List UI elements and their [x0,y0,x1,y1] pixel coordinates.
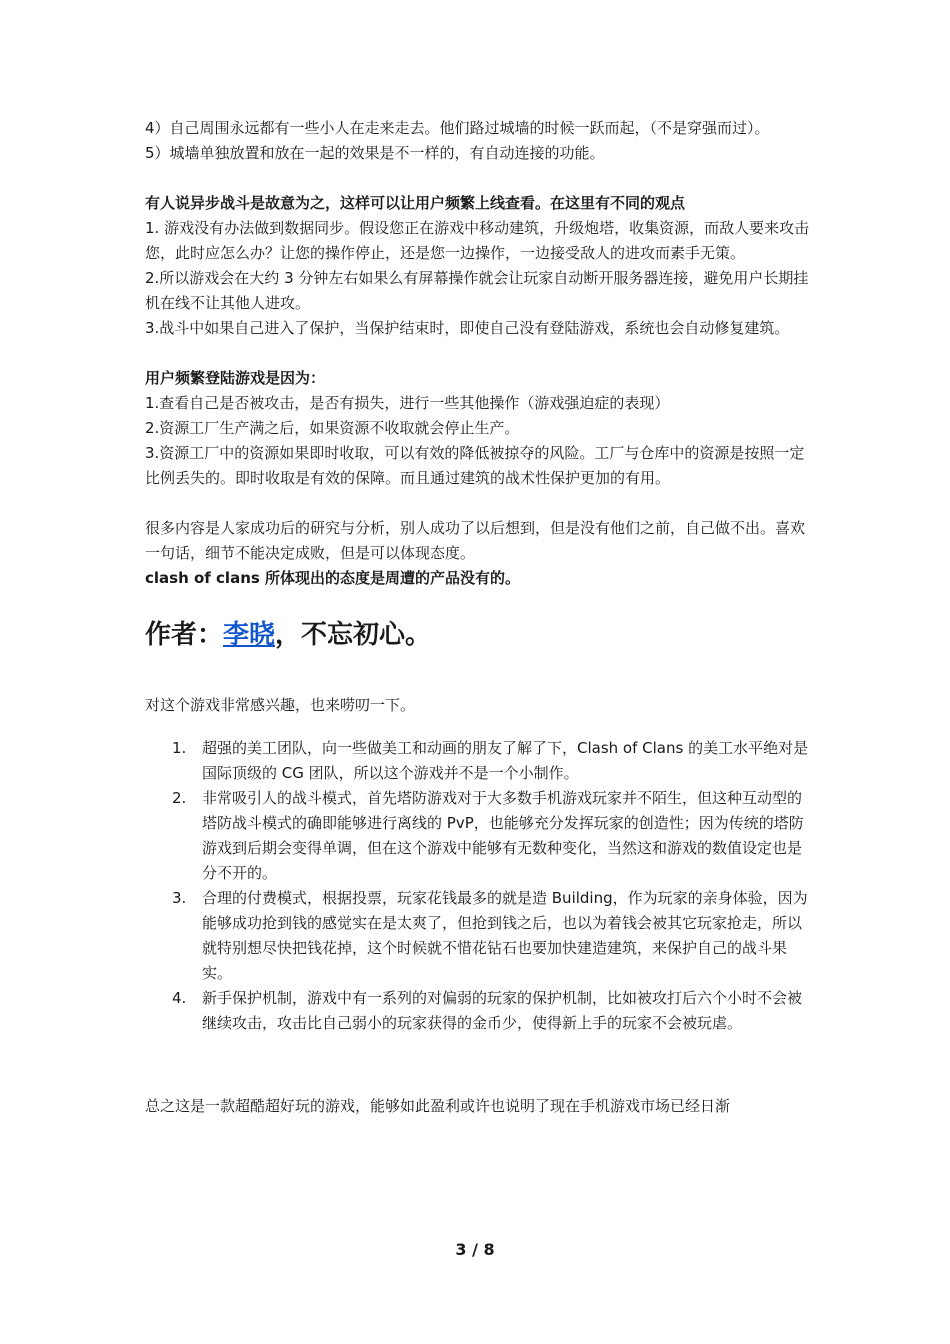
list-text: 超强的美工团队，向一些做美工和动画的朋友了解了下，Clash of Clans 的美工水平绝对是国际顶级的 CG 团队，所以这个游戏并不是一个小制作。 [202,739,809,782]
closing-paragraph: 很多内容是人家成功后的研究与分析，别人成功了以后想到，但是没有他们之前，自己做不出。喜欢一句话，细节不能决定成败，但是可以体现态度。 [145,519,806,562]
section1-heading: 有人说异步战斗是故意为之，这样可以让用户频繁上线查看。在这里有不同的观点 [145,194,686,212]
section2-item-3: 3.资源工厂中的资源如果即时收取，可以有效的降低被掠夺的风险。工厂与仓库中的资源是按照一定比例丢失的。即时收取是有效的保障。而且通过建筑的战术性保护更加的有用。 [145,444,805,487]
list-number: 3. [172,889,187,907]
section1-item-3: 3.战斗中如果自己进入了保护，当保护结束时，即使自己没有登陆游戏，系统也会自动修复建筑。 [145,319,790,337]
list-number: 4. [172,989,187,1007]
paragraph-5: 5）城墙单独放置和放在一起的效果是不一样的，有自动连接的功能。 [145,144,605,162]
section1-item-1: 1. 游戏没有办法做到数据同步。假设您正在游戏中移动建筑，升级炮塔，收集资源，而敌人要来攻击您，此时应怎么办？让您的操作停止，还是您一边操作，一边接受敌人的进攻而素手无策。 [145,219,810,262]
section2-item-2: 2.资源工厂生产满之后，如果资源不收取就会停止生产。 [145,419,520,437]
list-number: 1. [172,739,187,757]
page-number: 3 / 8 [455,1240,495,1259]
list-item [145,986,810,1036]
section2-heading: 用户频繁登陆游戏是因为： [145,369,326,387]
author-link[interactable]: 李晓 [223,620,276,650]
section2-item-1: 1.查看自己是否被攻击，是否有损失，进行一些其他操作（游戏强迫症的表现） [145,394,670,412]
author-heading [145,605,810,665]
paragraph-4: 4）自己周围永远都有一些小人在走来走去。他们路过城墙的时候一跃而起，（不是穿强而过）。 [145,119,770,137]
intro-paragraph: 对这个游戏非常感兴趣，也来唠叨一下。 [145,696,416,714]
list-text: 非常吸引人的战斗模式，首先塔防游戏对于大多数手机游戏玩家并不陌生，但这种互动型的塔防战斗模式的确即能够进行离线的 PvP，也能够充分发挥玩家的创造性；因为传统的塔防游戏到后期会变得单调，但在这个游戏中能够有无数种变化，当然这和游戏的数值设定也是分不开的。 [202,789,804,882]
conclusion-paragraph: 总之这是一款超酷超好玩的游戏，能够如此盈利或许也说明了现在手机游戏市场已经日渐 [145,1097,731,1115]
feature-list [145,736,810,1036]
list-item [145,886,810,986]
author-suffix: ，不忘初心。 [275,620,432,650]
closing-bold-line: clash of clans 所体现出的态度是周遭的产品没有的。 [145,569,521,587]
list-item [145,786,810,886]
author-prefix: 作者： [145,620,224,650]
section1-item-2: 2.所以游戏会在大约 3 分钟左右如果么有屏幕操作就会让玩家自动断开服务器连接，避免用户长期挂机在线不让其他人进攻。 [145,269,809,312]
list-number: 2. [172,789,187,807]
list-text: 合理的付费模式，根据投票，玩家花钱最多的就是造 Building，作为玩家的亲身体验，因为能够成功抢到钱的感觉实在是太爽了，但抢到钱之后，也以为着钱会被其它玩家抢走，所以就特别想尽快把钱花掉，这个时候就不惜花钻石也要加快建造建筑，来保护自己的战斗果实。 [202,889,808,982]
page-content [145,116,810,1119]
list-text: 新手保护机制，游戏中有一系列的对偏弱的玩家的保护机制，比如被攻打后六个小时不会被继续攻击，攻击比自己弱小的玩家获得的金币少，使得新上手的玩家不会被玩虐。 [202,989,803,1032]
list-item [145,736,810,786]
